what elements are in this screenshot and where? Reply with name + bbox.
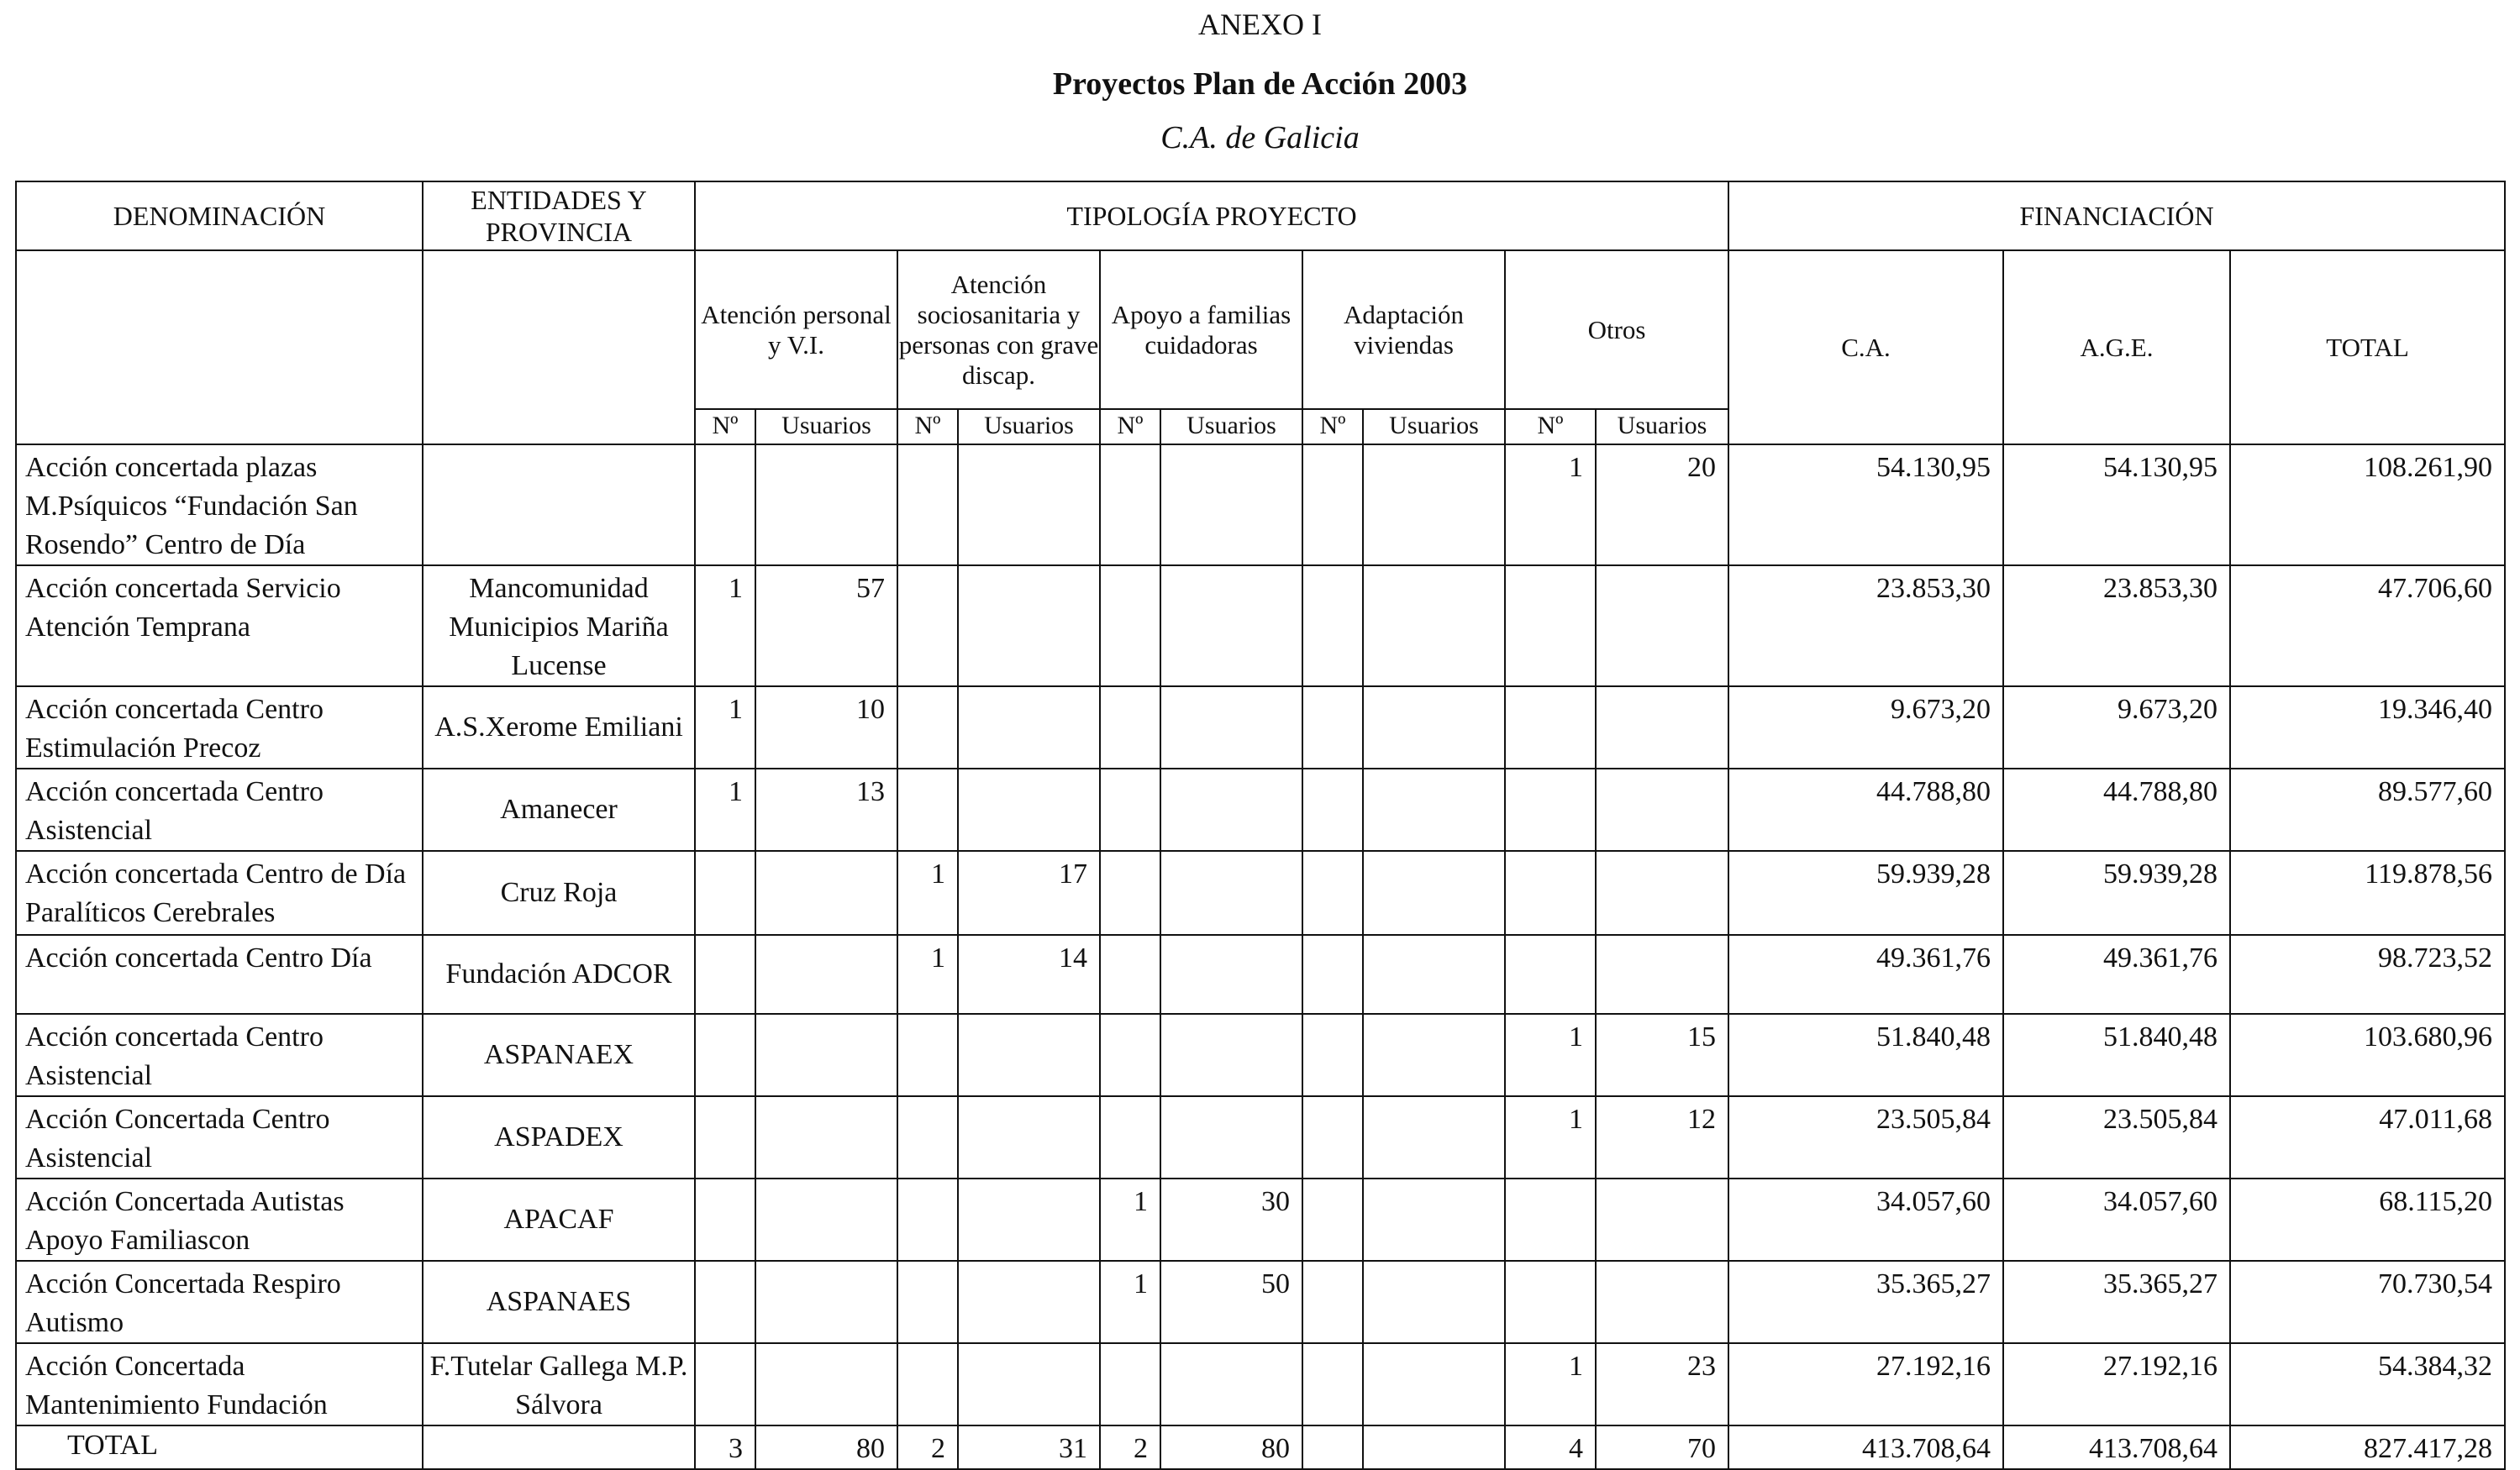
table-row xyxy=(16,935,2505,1014)
row-count xyxy=(1505,1261,1596,1343)
row-users xyxy=(958,769,1100,851)
row-age-amount: 27.192,16 xyxy=(2003,1343,2230,1425)
row-users xyxy=(1160,1096,1302,1179)
row-age-amount: 54.130,95 xyxy=(2003,444,2230,565)
table-row xyxy=(16,444,2505,565)
row-age-amount: 59.939,28 xyxy=(2003,851,2230,935)
row-age-amount: 51.840,48 xyxy=(2003,1014,2230,1096)
type-otros: Otros xyxy=(1505,250,1728,409)
row-total-amount: 108.261,90 xyxy=(2230,444,2505,565)
document-title: Proyectos Plan de Acción 2003 xyxy=(1052,66,1468,102)
row-count: 1 xyxy=(1505,444,1596,565)
row-count: 1 xyxy=(695,769,755,851)
row-total-amount: 47.706,60 xyxy=(2230,565,2505,686)
row-users xyxy=(1363,565,1505,686)
row-age-amount: 35.365,27 xyxy=(2003,1261,2230,1343)
row-entidad: A.S.Xerome Emiliani xyxy=(423,686,695,769)
row-ca-amount: 35.365,27 xyxy=(1728,1261,2003,1343)
row-entidad: Amanecer xyxy=(423,769,695,851)
row-users xyxy=(1363,769,1505,851)
row-users xyxy=(755,1179,897,1261)
subcol-usuarios: Usuarios xyxy=(958,409,1100,444)
row-denominacion: Acción concertada Centro Asistencial xyxy=(16,769,423,851)
total-users: 31 xyxy=(958,1425,1100,1469)
row-count xyxy=(1100,851,1160,935)
row-total-amount: 70.730,54 xyxy=(2230,1261,2505,1343)
subcol-no: Nº xyxy=(897,409,958,444)
col-entidades-spacer xyxy=(423,250,695,444)
table-row xyxy=(16,1343,2505,1425)
row-users xyxy=(1160,1014,1302,1096)
row-count xyxy=(695,1014,755,1096)
row-users: 12 xyxy=(1596,1096,1728,1179)
row-ca-amount: 23.853,30 xyxy=(1728,565,2003,686)
row-users xyxy=(755,1096,897,1179)
row-count xyxy=(1302,686,1363,769)
row-ca-amount: 49.361,76 xyxy=(1728,935,2003,1014)
subcol-usuarios: Usuarios xyxy=(755,409,897,444)
table-row xyxy=(16,1179,2505,1261)
row-users xyxy=(755,1261,897,1343)
row-ca-amount: 23.505,84 xyxy=(1728,1096,2003,1179)
row-ca-amount: 54.130,95 xyxy=(1728,444,2003,565)
row-count xyxy=(897,769,958,851)
row-total-amount: 19.346,40 xyxy=(2230,686,2505,769)
row-entidad: ASPADEX xyxy=(423,1096,695,1179)
row-ca-amount: 34.057,60 xyxy=(1728,1179,2003,1261)
row-count: 1 xyxy=(897,935,958,1014)
col-denominacion-spacer xyxy=(16,250,423,444)
row-count xyxy=(695,1261,755,1343)
row-count: 1 xyxy=(897,851,958,935)
row-count xyxy=(1505,769,1596,851)
row-age-amount: 44.788,80 xyxy=(2003,769,2230,851)
table-row xyxy=(16,769,2505,851)
subcol-usuarios: Usuarios xyxy=(1596,409,1728,444)
row-count xyxy=(1505,1179,1596,1261)
col-entidades: ENTIDADES Y PROVINCIA xyxy=(423,181,695,250)
region-subtitle: C.A. de Galicia xyxy=(1160,120,1360,155)
row-users xyxy=(1160,1343,1302,1425)
projects-table xyxy=(15,181,2506,1470)
type-adaptacion-viviendas: Adaptación viviendas xyxy=(1302,250,1505,409)
row-ca-amount: 9.673,20 xyxy=(1728,686,2003,769)
subcol-no: Nº xyxy=(1100,409,1160,444)
total-total-amount: 827.417,28 xyxy=(2230,1425,2505,1469)
row-users xyxy=(1363,1343,1505,1425)
row-count xyxy=(897,1179,958,1261)
total-count: 3 xyxy=(695,1425,755,1469)
row-users xyxy=(1160,769,1302,851)
row-total-amount: 119.878,56 xyxy=(2230,851,2505,935)
row-users xyxy=(958,565,1100,686)
row-users xyxy=(755,1343,897,1425)
row-users xyxy=(1596,1179,1728,1261)
total-ca-amount: 413.708,64 xyxy=(1728,1425,2003,1469)
row-count xyxy=(695,1096,755,1179)
row-total-amount: 54.384,32 xyxy=(2230,1343,2505,1425)
annex-label: ANEXO I xyxy=(1198,8,1322,41)
row-users: 13 xyxy=(755,769,897,851)
total-users: 80 xyxy=(755,1425,897,1469)
row-users xyxy=(1596,935,1728,1014)
row-count xyxy=(695,1179,755,1261)
row-denominacion: Acción concertada Centro de Día Paralíticos Cerebrales xyxy=(16,851,423,935)
subcol-no: Nº xyxy=(1505,409,1596,444)
row-users xyxy=(1363,1014,1505,1096)
row-count xyxy=(1100,769,1160,851)
row-users: 50 xyxy=(1160,1261,1302,1343)
total-users xyxy=(1363,1425,1505,1469)
table-row xyxy=(16,565,2505,686)
row-entidad: ASPANAES xyxy=(423,1261,695,1343)
subcol-no: Nº xyxy=(695,409,755,444)
row-users xyxy=(1363,444,1505,565)
row-count xyxy=(1100,935,1160,1014)
row-age-amount: 23.853,30 xyxy=(2003,565,2230,686)
row-denominacion: Acción Concertada Mantenimiento Fundación xyxy=(16,1343,423,1425)
row-ca-amount: 27.192,16 xyxy=(1728,1343,2003,1425)
header-row-types xyxy=(16,250,2505,409)
row-total-amount: 98.723,52 xyxy=(2230,935,2505,1014)
row-users xyxy=(1363,1261,1505,1343)
row-total-amount: 47.011,68 xyxy=(2230,1096,2505,1179)
row-count xyxy=(1302,1343,1363,1425)
row-count xyxy=(897,1014,958,1096)
row-count: 1 xyxy=(1505,1343,1596,1425)
row-count xyxy=(1302,851,1363,935)
row-entidad: ASPANAEX xyxy=(423,1014,695,1096)
total-count: 2 xyxy=(897,1425,958,1469)
row-age-amount: 34.057,60 xyxy=(2003,1179,2230,1261)
total-age-amount: 413.708,64 xyxy=(2003,1425,2230,1469)
row-count xyxy=(1505,935,1596,1014)
row-users xyxy=(1160,851,1302,935)
row-total-amount: 103.680,96 xyxy=(2230,1014,2505,1096)
row-count xyxy=(897,444,958,565)
row-count xyxy=(1100,686,1160,769)
row-users: 15 xyxy=(1596,1014,1728,1096)
row-count: 1 xyxy=(1505,1096,1596,1179)
col-denominacion: DENOMINACIÓN xyxy=(16,181,423,250)
row-users xyxy=(1596,565,1728,686)
row-ca-amount: 51.840,48 xyxy=(1728,1014,2003,1096)
subcol-usuarios: Usuarios xyxy=(1160,409,1302,444)
row-entidad: Mancomunidad Municipios Mariña Lucense xyxy=(423,565,695,686)
row-users xyxy=(1160,686,1302,769)
row-count xyxy=(897,1096,958,1179)
type-apoyo-familias: Apoyo a familias cuidadoras xyxy=(1100,250,1302,409)
row-count: 1 xyxy=(1100,1261,1160,1343)
row-count xyxy=(1302,444,1363,565)
row-users xyxy=(1596,1261,1728,1343)
row-denominacion: Acción concertada Servicio Atención Temprana xyxy=(16,565,423,686)
total-entity-empty xyxy=(423,1425,695,1469)
row-users: 10 xyxy=(755,686,897,769)
row-count xyxy=(897,1343,958,1425)
row-count xyxy=(695,444,755,565)
row-count xyxy=(897,565,958,686)
row-count xyxy=(1505,851,1596,935)
header-row-main xyxy=(16,181,2505,250)
row-denominacion: Acción concertada Centro Estimulación Precoz xyxy=(16,686,423,769)
table-row xyxy=(16,686,2505,769)
total-users: 80 xyxy=(1160,1425,1302,1469)
row-count xyxy=(1100,1096,1160,1179)
row-users xyxy=(755,1014,897,1096)
row-count xyxy=(897,1261,958,1343)
row-users xyxy=(958,1261,1100,1343)
row-ca-amount: 44.788,80 xyxy=(1728,769,2003,851)
row-ca-amount: 59.939,28 xyxy=(1728,851,2003,935)
row-entidad: Cruz Roja xyxy=(423,851,695,935)
total-label: TOTAL xyxy=(16,1425,423,1469)
col-financiacion: FINANCIACIÓN xyxy=(1728,181,2505,250)
col-age: A.G.E. xyxy=(2003,250,2230,444)
row-denominacion: Acción Concertada Centro Asistencial xyxy=(16,1096,423,1179)
row-users xyxy=(958,1179,1100,1261)
row-users: 20 xyxy=(1596,444,1728,565)
row-users xyxy=(958,444,1100,565)
row-users: 14 xyxy=(958,935,1100,1014)
row-age-amount: 9.673,20 xyxy=(2003,686,2230,769)
total-count: 4 xyxy=(1505,1425,1596,1469)
row-total-amount: 89.577,60 xyxy=(2230,769,2505,851)
row-count xyxy=(1302,935,1363,1014)
total-count: 2 xyxy=(1100,1425,1160,1469)
row-users xyxy=(1596,686,1728,769)
row-count xyxy=(695,935,755,1014)
row-count xyxy=(1505,686,1596,769)
table-row xyxy=(16,1014,2505,1096)
row-users xyxy=(755,851,897,935)
row-count xyxy=(1302,1179,1363,1261)
row-users xyxy=(1363,686,1505,769)
row-users xyxy=(1596,769,1728,851)
row-users xyxy=(1160,565,1302,686)
row-denominacion: Acción concertada Centro Asistencial xyxy=(16,1014,423,1096)
row-total-amount: 68.115,20 xyxy=(2230,1179,2505,1261)
row-count xyxy=(1505,565,1596,686)
row-denominacion: Acción Concertada Respiro Autismo xyxy=(16,1261,423,1343)
type-atencion-personal: Atención personal y V.I. xyxy=(695,250,897,409)
row-count xyxy=(1302,565,1363,686)
row-entidad: F.Tutelar Gallega M.P. Sálvora xyxy=(423,1343,695,1425)
subcol-no: Nº xyxy=(1302,409,1363,444)
table-row xyxy=(16,1096,2505,1179)
type-atencion-sociosanitaria: Atención sociosanitaria y personas con grave discap. xyxy=(897,250,1100,409)
row-denominacion: Acción concertada Centro Día xyxy=(16,935,423,1014)
row-users: 57 xyxy=(755,565,897,686)
row-count xyxy=(1100,1014,1160,1096)
row-users xyxy=(958,1096,1100,1179)
row-count xyxy=(1302,1261,1363,1343)
row-count xyxy=(695,851,755,935)
row-users xyxy=(755,444,897,565)
row-users xyxy=(1160,444,1302,565)
subcol-usuarios: Usuarios xyxy=(1363,409,1505,444)
col-total: TOTAL xyxy=(2230,250,2505,444)
row-entidad: Fundación ADCOR xyxy=(423,935,695,1014)
row-count xyxy=(1302,769,1363,851)
total-users: 70 xyxy=(1596,1425,1728,1469)
row-count xyxy=(1302,1014,1363,1096)
total-row xyxy=(16,1425,2505,1469)
row-count: 1 xyxy=(695,565,755,686)
row-count xyxy=(1100,1343,1160,1425)
col-ca: C.A. xyxy=(1728,250,2003,444)
row-count: 1 xyxy=(695,686,755,769)
row-count: 1 xyxy=(1100,1179,1160,1261)
row-age-amount: 23.505,84 xyxy=(2003,1096,2230,1179)
row-count xyxy=(1100,444,1160,565)
row-count xyxy=(1302,1096,1363,1179)
row-users: 17 xyxy=(958,851,1100,935)
row-count xyxy=(695,1343,755,1425)
row-users xyxy=(958,1014,1100,1096)
row-users xyxy=(755,935,897,1014)
row-entidad xyxy=(423,444,695,565)
row-users xyxy=(1363,851,1505,935)
row-users xyxy=(958,686,1100,769)
row-users: 23 xyxy=(1596,1343,1728,1425)
row-users xyxy=(1363,1179,1505,1261)
row-denominacion: Acción concertada plazas M.Psíquicos “Fundación San Rosendo” Centro de Día xyxy=(16,444,423,565)
table-row xyxy=(16,851,2505,935)
row-users xyxy=(1363,1096,1505,1179)
row-users xyxy=(958,1343,1100,1425)
row-users: 30 xyxy=(1160,1179,1302,1261)
row-users xyxy=(1363,935,1505,1014)
row-entidad: APACAF xyxy=(423,1179,695,1261)
row-count xyxy=(897,686,958,769)
row-count xyxy=(1100,565,1160,686)
total-count xyxy=(1302,1425,1363,1469)
row-denominacion: Acción Concertada Autistas Apoyo Familiascon xyxy=(16,1179,423,1261)
row-users xyxy=(1596,851,1728,935)
row-age-amount: 49.361,76 xyxy=(2003,935,2230,1014)
row-users xyxy=(1160,935,1302,1014)
col-tipologia: TIPOLOGÍA PROYECTO xyxy=(695,181,1728,250)
table-row xyxy=(16,1261,2505,1343)
row-count: 1 xyxy=(1505,1014,1596,1096)
